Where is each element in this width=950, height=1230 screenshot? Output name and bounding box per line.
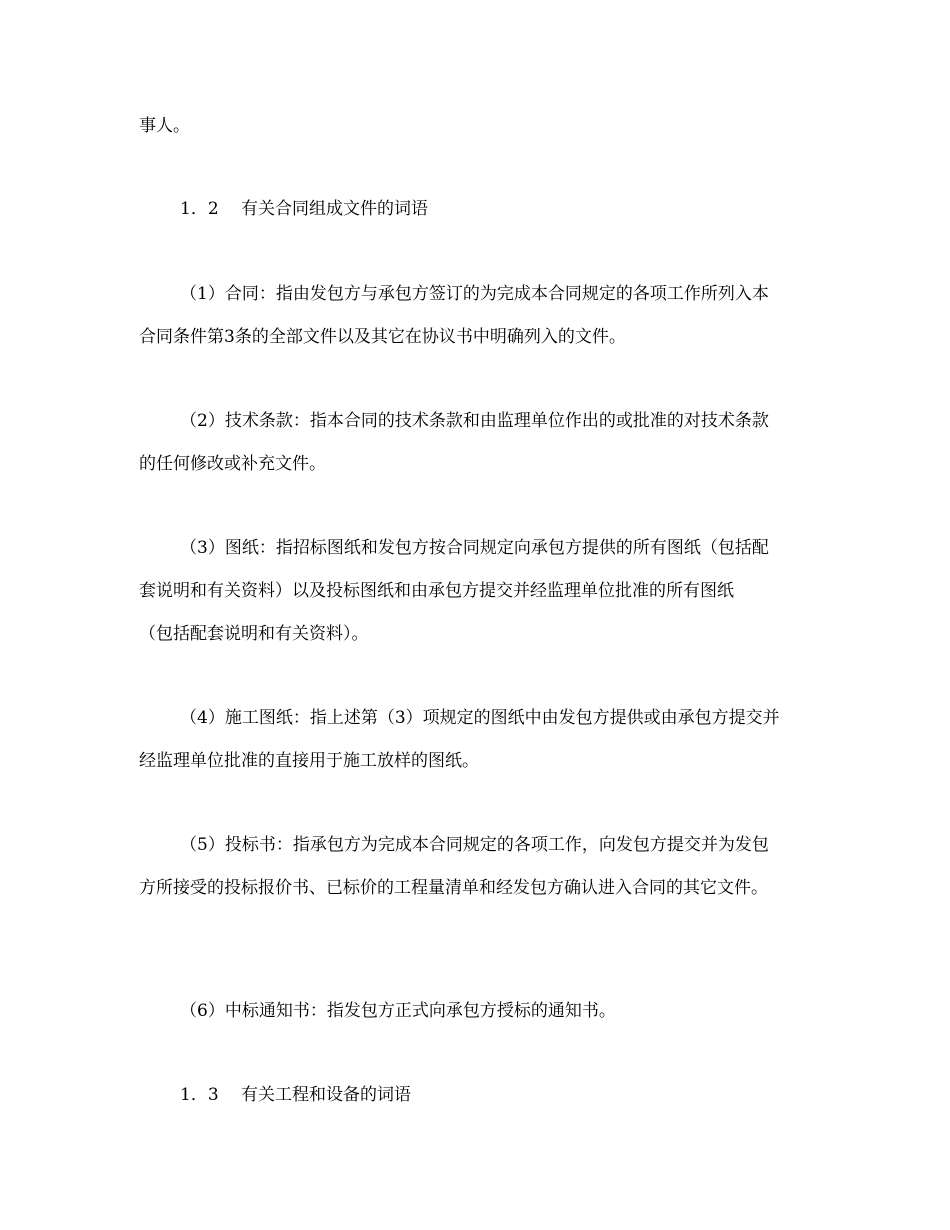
paragraph-line: 合同条件第3条的全部文件以及其它在协议书中明确列入的文件。 [139, 327, 626, 347]
paragraph-line: （包括配套说明和有关资料）。 [139, 624, 369, 644]
paragraph-line: 的任何修改或补充文件。 [139, 454, 326, 474]
paragraph-line: 经监理单位批准的直接用于施工放样的图纸。 [139, 751, 479, 771]
paragraph-line: 事人。 [139, 116, 190, 136]
paragraph-line: 方所接受的投标报价书、已标价的工程量清单和经发包方确认进入合同的其它文件。 [139, 878, 768, 898]
section-heading-1-3: 1．3 有关工程和设备的词语 [180, 1085, 412, 1105]
paragraph-line: （4）施工图纸：指上述第（3）项规定的图纸中由发包方提供或由承包方提交并 [180, 708, 780, 728]
paragraph-line: （6）中标通知书：指发包方正式向承包方授标的通知书。 [180, 1001, 616, 1021]
paragraph-line: （2）技术条款：指本合同的技术条款和由监理单位作出的或批准的对技术条款 [180, 411, 769, 431]
section-heading-1-2: 1．2 有关合同组成文件的词语 [180, 199, 429, 219]
paragraph-line: 套说明和有关资料）以及投标图纸和由承包方提交并经监理单位批准的所有图纸 [139, 581, 734, 601]
paragraph-line: （1）合同：指由发包方与承包方签订的为完成本合同规定的各项工作所列入本 [180, 284, 769, 304]
paragraph-line: （5）投标书：指承包方为完成本合同规定的各项工作，向发包方提交并为发包 [180, 835, 769, 855]
paragraph-line: （3）图纸：指招标图纸和发包方按合同规定向承包方提供的所有图纸（包括配 [180, 538, 769, 558]
